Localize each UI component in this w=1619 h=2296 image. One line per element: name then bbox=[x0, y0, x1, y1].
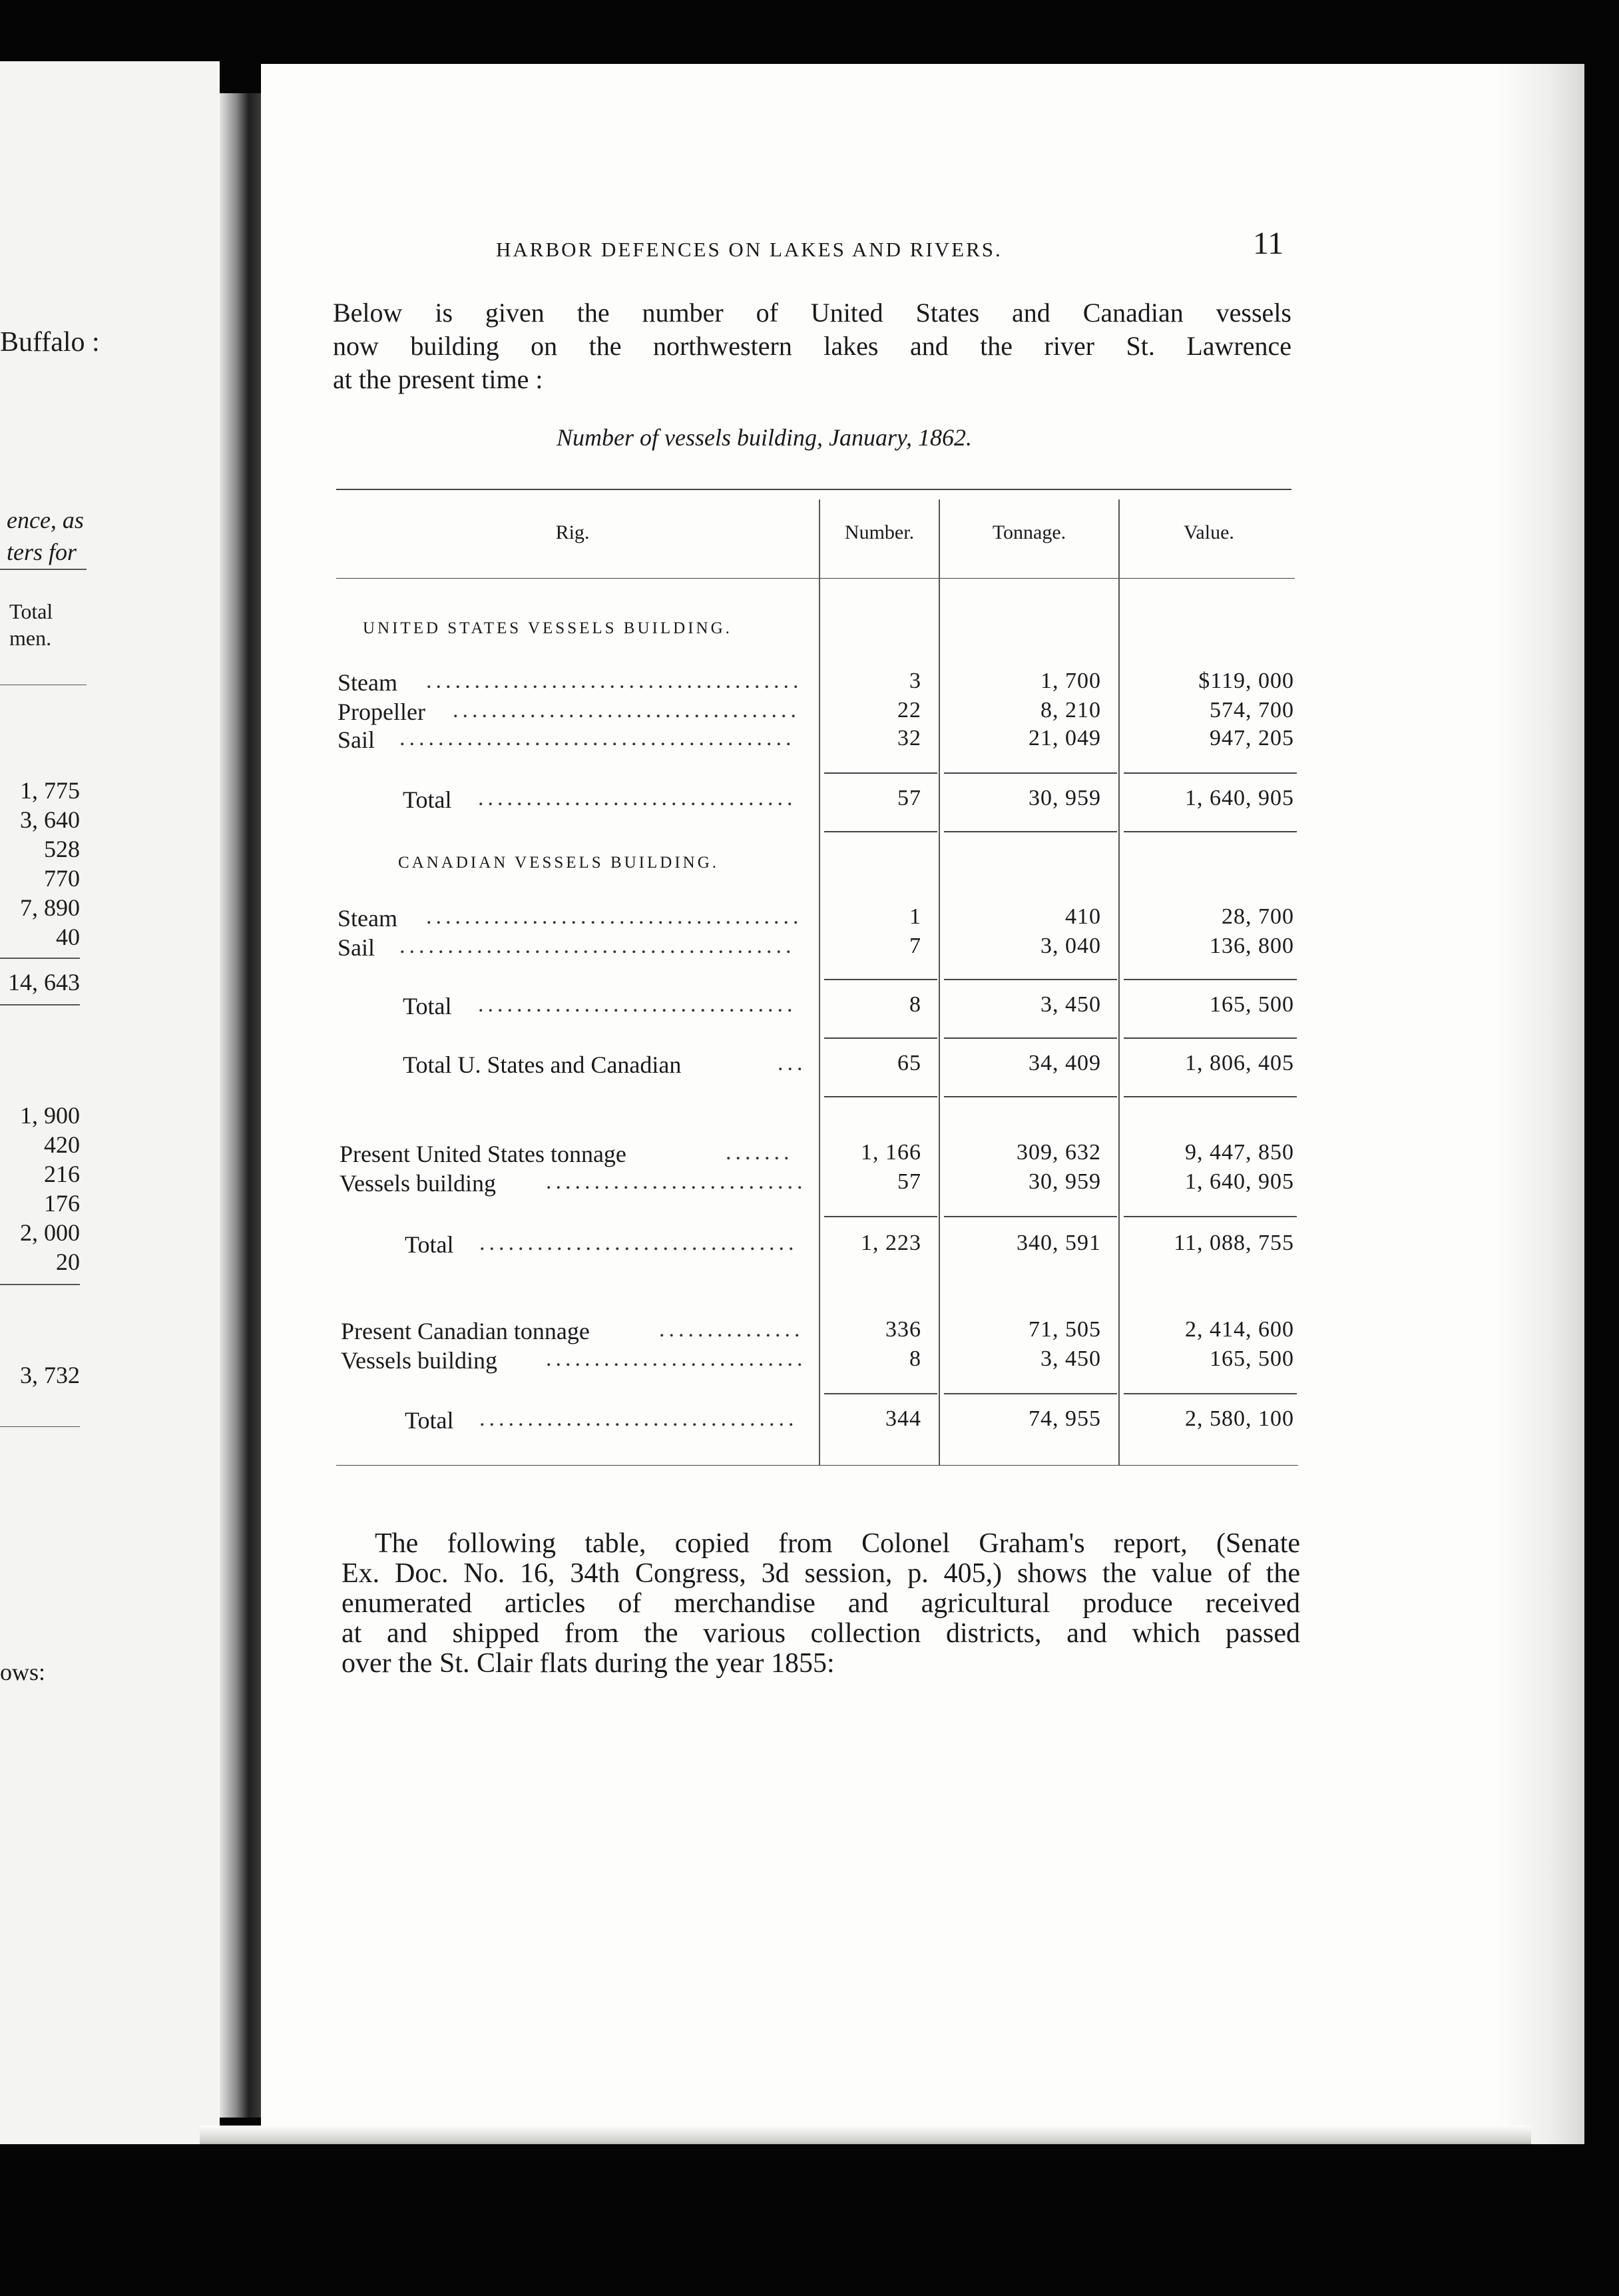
paragraph-line: Ex. Doc. No. 16, 34th Congress, 3d session, p. 405,) shows the value of the bbox=[342, 1558, 1300, 1589]
paragraph-line: at and shipped from the various collection districts, and which passed bbox=[342, 1618, 1300, 1649]
subtotal-rule bbox=[944, 1216, 1117, 1217]
subtotal-rule bbox=[944, 772, 1117, 774]
intro-line: Below is given the number of United States and Canadian vessels bbox=[333, 298, 1291, 328]
leader-dots: ... bbox=[778, 1051, 807, 1075]
total-rule bbox=[824, 1037, 937, 1039]
cell-value: 1, 806, 405 bbox=[1185, 1051, 1294, 1075]
row-label: Vessels building bbox=[340, 1170, 497, 1197]
facing-italic-fragment: ence, as bbox=[7, 507, 84, 533]
facing-bottom-fragment: ows: bbox=[0, 1659, 46, 1685]
subtotal-rule bbox=[1124, 1393, 1297, 1394]
paragraph-line: enumerated articles of merchandise and agricultural produce received bbox=[342, 1588, 1300, 1619]
page-edge bbox=[1498, 64, 1584, 2155]
leader-dots: ....... bbox=[726, 1140, 794, 1165]
leader-dots: ................................. bbox=[478, 786, 797, 810]
intro-line: now building on the northwestern lakes and the river St. Lawrence bbox=[333, 331, 1291, 361]
table-top-rule bbox=[336, 489, 1291, 490]
subtotal-rule bbox=[1124, 772, 1297, 774]
cell-number: 57 bbox=[897, 786, 921, 810]
total-rule bbox=[944, 831, 1117, 832]
row-label: Present United States tonnage bbox=[340, 1141, 626, 1167]
scan-background bbox=[0, 2144, 1619, 2296]
cell-number: 8 bbox=[909, 1346, 921, 1371]
row-label-total: Total bbox=[405, 1407, 454, 1434]
column-header-tonnage: Tonnage. bbox=[992, 521, 1066, 543]
row-label-total: Total bbox=[405, 1231, 454, 1258]
row-label-total: Total bbox=[403, 786, 452, 813]
cell-value: 136, 800 bbox=[1210, 934, 1294, 958]
facing-rule bbox=[0, 569, 87, 570]
cell-number: 32 bbox=[897, 726, 921, 750]
leader-dots: ......................................... bbox=[399, 726, 796, 750]
intro-paragraph bbox=[333, 296, 1291, 396]
cell-tonnage: 3, 040 bbox=[1041, 934, 1101, 958]
table-bottom-rule bbox=[336, 1465, 1298, 1466]
facing-value: 528 bbox=[44, 836, 80, 862]
row-label: Vessels building bbox=[341, 1347, 498, 1374]
total-rule bbox=[944, 1037, 1117, 1039]
cell-tonnage: 30, 959 bbox=[1029, 786, 1101, 810]
total-rule bbox=[824, 1096, 937, 1097]
page-number: 11 bbox=[1253, 226, 1284, 261]
subtotal-rule bbox=[824, 772, 937, 774]
column-rule bbox=[819, 499, 820, 1465]
column-header-number: Number. bbox=[844, 521, 915, 543]
cell-tonnage: 34, 409 bbox=[1029, 1051, 1101, 1075]
paragraph-line: over the St. Clair flats during the year 1855: bbox=[342, 1648, 835, 1679]
cell-number: 57 bbox=[897, 1169, 921, 1194]
cell-tonnage: 8, 210 bbox=[1041, 698, 1101, 722]
facing-value: 176 bbox=[44, 1190, 80, 1217]
leader-dots: ........................... bbox=[546, 1169, 807, 1194]
column-rule bbox=[939, 499, 940, 1465]
column-header-rig: Rig. bbox=[555, 521, 590, 543]
facing-rule bbox=[0, 1426, 80, 1427]
paragraph-line: The following table, copied from Colonel Graham's report, (Senate bbox=[375, 1528, 1300, 1559]
facing-value: 1, 775 bbox=[20, 777, 80, 804]
facing-value: 216 bbox=[44, 1161, 80, 1187]
cell-tonnage: 3, 450 bbox=[1041, 992, 1101, 1017]
cell-number: 1, 166 bbox=[861, 1140, 921, 1165]
cell-value: 165, 500 bbox=[1210, 1346, 1294, 1371]
total-rule bbox=[1124, 831, 1297, 832]
row-label: Present Canadian tonnage bbox=[341, 1318, 590, 1344]
facing-value: 1, 900 bbox=[20, 1102, 80, 1129]
facing-value: 7, 890 bbox=[20, 894, 80, 921]
cell-tonnage: 30, 959 bbox=[1029, 1169, 1101, 1194]
cell-value: 1, 640, 905 bbox=[1185, 786, 1294, 810]
header-rule bbox=[336, 578, 1295, 579]
cell-tonnage: 309, 632 bbox=[1017, 1140, 1101, 1165]
cell-tonnage: 3, 450 bbox=[1041, 1346, 1101, 1371]
leader-dots: .................................... bbox=[453, 698, 800, 722]
facing-value: 770 bbox=[44, 865, 80, 892]
leader-dots: ......................................... bbox=[399, 934, 796, 958]
cell-value: 574, 700 bbox=[1210, 698, 1294, 722]
subtotal-rule bbox=[944, 979, 1117, 980]
cell-tonnage: 410 bbox=[1065, 904, 1101, 929]
cell-number: 344 bbox=[885, 1406, 921, 1431]
cell-number: 8 bbox=[909, 992, 921, 1017]
cell-value: 165, 500 bbox=[1210, 992, 1294, 1017]
cell-value: 1, 640, 905 bbox=[1185, 1169, 1294, 1194]
cell-value: 9, 447, 850 bbox=[1185, 1140, 1294, 1165]
book-gutter bbox=[220, 93, 261, 2118]
total-rule bbox=[824, 831, 937, 832]
subtotal-rule bbox=[1124, 1216, 1297, 1217]
total-rule bbox=[1124, 1037, 1297, 1039]
facing-total-header: men. bbox=[9, 626, 52, 650]
leader-dots: ........................... bbox=[546, 1346, 807, 1371]
row-label: Steam bbox=[338, 669, 397, 696]
column-header-value: Value. bbox=[1184, 521, 1234, 543]
cell-value: 28, 700 bbox=[1222, 904, 1294, 929]
cell-value: $119, 000 bbox=[1198, 669, 1294, 693]
facing-value: 20 bbox=[56, 1249, 80, 1275]
row-label-total: Total bbox=[403, 993, 452, 1019]
leader-dots: ................................. bbox=[479, 1406, 798, 1431]
column-rule bbox=[1118, 499, 1120, 1465]
facing-value: 40 bbox=[56, 924, 80, 950]
facing-total: 14, 643 bbox=[8, 969, 80, 996]
cell-value: 947, 205 bbox=[1210, 726, 1294, 750]
section-heading-us: UNITED STATES VESSELS BUILDING. bbox=[363, 619, 732, 637]
subtotal-rule bbox=[1124, 979, 1297, 980]
row-label-grand-total: Total U. States and Canadian bbox=[403, 1051, 682, 1078]
cell-number: 1, 223 bbox=[861, 1231, 921, 1255]
total-rule bbox=[944, 1096, 1117, 1097]
intro-line: at the present time : bbox=[333, 364, 543, 394]
cell-number: 65 bbox=[897, 1051, 921, 1075]
leader-dots: ....................................... bbox=[426, 669, 803, 693]
row-label: Sail bbox=[338, 726, 375, 753]
cell-number: 3 bbox=[909, 669, 921, 693]
leader-dots: ............... bbox=[659, 1317, 804, 1342]
facing-total-header: Total bbox=[9, 599, 53, 623]
row-label: Propeller bbox=[338, 699, 425, 725]
cell-number: 336 bbox=[885, 1317, 921, 1342]
cell-value: 2, 580, 100 bbox=[1185, 1406, 1294, 1431]
subtotal-rule bbox=[824, 1393, 937, 1394]
cell-value: 2, 414, 600 bbox=[1185, 1317, 1294, 1342]
cell-tonnage: 340, 591 bbox=[1017, 1231, 1101, 1255]
running-head: HARBOR DEFENCES ON LAKES AND RIVERS. bbox=[496, 238, 1003, 261]
cell-tonnage: 74, 955 bbox=[1029, 1406, 1101, 1431]
section-heading-canada: CANADIAN VESSELS BUILDING. bbox=[398, 854, 720, 872]
facing-value: 3, 640 bbox=[20, 806, 80, 833]
row-label: Sail bbox=[338, 934, 375, 961]
cell-value: 11, 088, 755 bbox=[1174, 1231, 1294, 1255]
row-label: Steam bbox=[338, 905, 397, 932]
facing-value: 2, 000 bbox=[20, 1219, 80, 1246]
total-rule bbox=[1124, 1096, 1297, 1097]
cell-number: 22 bbox=[897, 698, 921, 722]
leader-dots: ....................................... bbox=[426, 904, 803, 929]
facing-rule bbox=[0, 1004, 80, 1005]
subtotal-rule bbox=[824, 979, 937, 980]
closing-paragraph bbox=[342, 1529, 1300, 1679]
facing-total: 3, 732 bbox=[20, 1362, 80, 1388]
facing-value: 420 bbox=[44, 1131, 80, 1158]
facing-page bbox=[0, 61, 220, 2144]
table-caption: Number of vessels building, January, 1862. bbox=[557, 424, 972, 451]
facing-rule bbox=[0, 1284, 80, 1285]
cell-tonnage: 21, 049 bbox=[1029, 726, 1101, 750]
leader-dots: ................................. bbox=[479, 1231, 798, 1255]
leader-dots: ................................. bbox=[478, 992, 797, 1017]
facing-rule bbox=[0, 958, 80, 959]
subtotal-rule bbox=[944, 1393, 1117, 1394]
facing-italic-fragment: ters for bbox=[7, 539, 77, 565]
facing-heading-fragment: Buffalo : bbox=[0, 327, 100, 358]
cell-tonnage: 1, 700 bbox=[1041, 669, 1101, 693]
cell-number: 7 bbox=[909, 934, 921, 958]
cell-tonnage: 71, 505 bbox=[1029, 1317, 1101, 1342]
cell-number: 1 bbox=[909, 904, 921, 929]
subtotal-rule bbox=[824, 1216, 937, 1217]
